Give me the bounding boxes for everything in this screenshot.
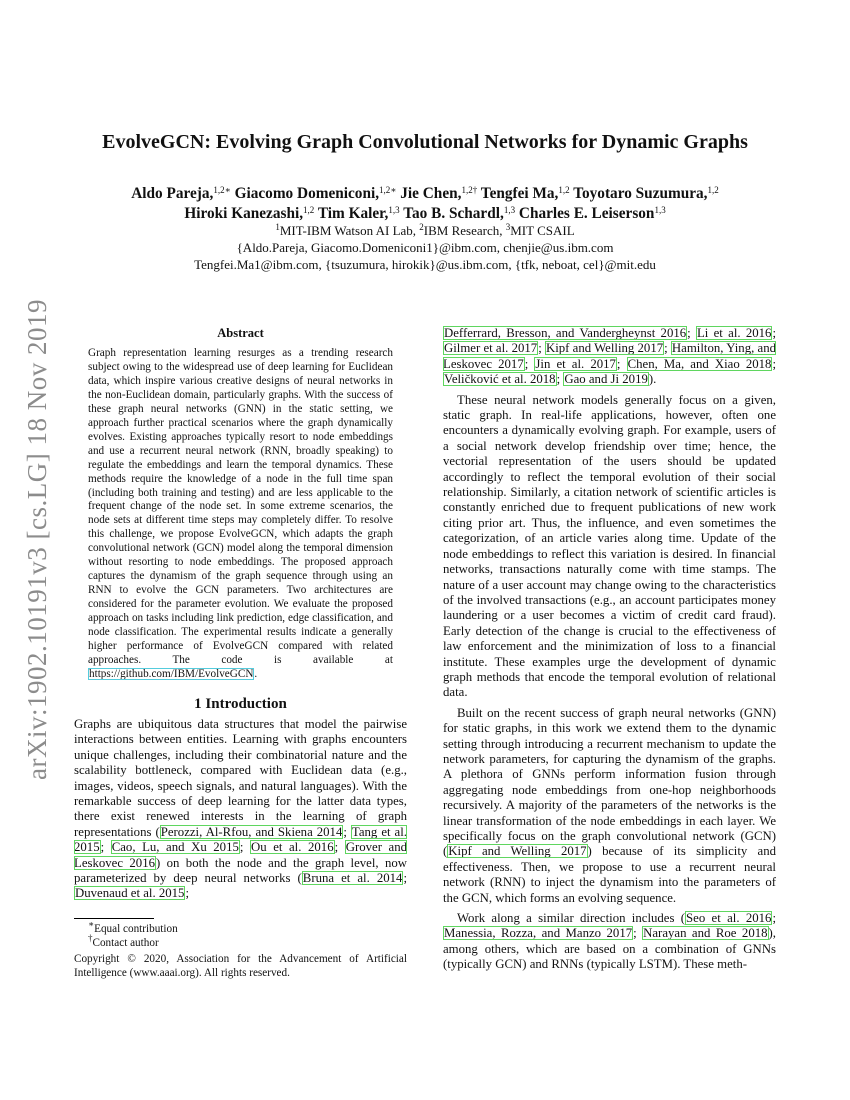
paragraph-text: ) on both the node and the graph level, now parameterized by deep neural networks ( [74,855,407,885]
email-line-1: {Aldo.Pareja, Giacomo.Domeniconi1}@ibm.com, chenjie@us.ibm.com [236,240,614,255]
citation-link[interactable]: Veličković et al. 2018 [444,372,556,387]
separator: ; [772,911,776,926]
affiliation-mark: 3 [505,222,511,232]
author-name: Aldo Pareja, [131,185,214,202]
separator: ; [556,372,564,387]
abstract-body [88,347,393,682]
footnotes [74,918,407,980]
author-affiliation-mark: 1,3 [388,205,400,215]
author-name: Jie Chen, [400,185,462,202]
code-url-link[interactable]: https://github.com/IBM/EvolveGCN [89,667,254,680]
author-name: Hiroki Kanezashi, [184,205,304,222]
footnote-mark: † [88,933,93,943]
section-heading-introduction: 1 Introduction [194,695,287,712]
separator: ; [616,356,627,371]
paragraph-text: Work along a similar direction includes ( [457,911,686,926]
citation-link[interactable]: Kipf and Welling 2017 [448,844,587,859]
abstract-end: . [254,667,258,680]
affiliation-mark: 1 [275,222,280,232]
citation-link[interactable]: Grover and Leskovec 2016 [74,840,407,870]
author-line-2 [0,204,850,224]
author-affiliation-mark: 1,3 [654,205,666,215]
citation-link[interactable]: Seo et al. 2016 [686,911,772,926]
citation-link[interactable]: Tang et al. 2015 [74,824,407,855]
author-name: Charles E. Leiserson [518,205,655,222]
citation-link[interactable]: Ou et al. 2016 [251,840,334,855]
footnote-contact-author [74,933,407,950]
author-affiliation-mark: 1,2 [707,185,719,195]
author-name: Toyotaro Suzumura, [573,185,708,202]
separator: ; [343,824,351,839]
paragraph-text: ). [648,372,657,387]
footnote-rule [74,918,154,919]
separator: ; [185,886,190,901]
intro-paragraph-1 [74,717,407,902]
abstract-text: Graph representation learning resurges as a trending research subject owing to the widespread use of deep learning for Euclidean data, which inspire various creative designs of neural networks in the non-Euclidean domain, particularly graphs. With the success of these graph neural networks (GNN) in the static setting, we approach further practical scenarios where the graph dynamically evolves. Existing approaches typically resort to node embeddings and use a recurrent neural network (RNN, broadly speaking) to regulate the embeddings and learn the temporal dynamics. These methods require the knowledge of a node in the full time span (including both training and testing) and are less applicable to the frequent change of the node set. In some extreme scenarios, the node sets at different time steps may completely differ. To resolve this challenge, we propose EvolveGCN, which adapts the graph convolutional network (GCN) model along the temporal dimension without resorting to node embeddings. The proposed approach captures the dynamism of the graph sequence through using an RNN to evolve the GCN parameters. Two architectures are considered for the parameter evolution. We evaluate the proposed approach on tasks including link prediction, edge classification, and node classification. The experimental results indicate a generally higher performance of EvolveGCN compared with related approaches. The code is available at [88,347,393,666]
citation-link[interactable]: Cao, Lu, and Xu 2015 [111,840,239,855]
intro-paragraph-3 [443,706,776,906]
paragraph-text: ), among others, which are based on a combination of GNNs (typically GCN) and RNNs (typically LSTM). These meth- [443,926,776,972]
footnote-mark: ∗ [88,919,95,929]
citation-link[interactable]: Duvenaud et al. 2015 [75,886,185,901]
citation-link[interactable]: Bruna et al. 2014 [302,870,403,885]
intro-paragraph-2: These neural network models generally focus on a given, static graph. In real-life applications, however, often one encounters a dynamically evolving graph. For example, users of a social network develop friendship over time; hence, the vectorial representation of the users should be updated accordingly to reflect the temporal evolution of their social relationship. Similarly, a citation network of scientific articles is constantly enriched due to frequent publications of new work citing prior art. Thus, the influence, and even sometimes the categorization, of an article varies along time. Update of the node embeddings to reflect this variation is desired. In financial networks, transactions naturally come with time stamps. The nature of a user account may change owing to the characteristics of the involved transactions (e.g., an account participates money laundering or a user becomes a victim of credit card fraud). Early detection of the change is crucial to the effectiveness of law enforcement and the minimization of loss to a financial institute. These examples urge the development of dynamic graph methods that encode the temporal evolution of relational data. [443,392,776,700]
arxiv-stamp: arXiv:1902.10191v3 [cs.LG] 18 Nov 2019 [22,299,52,780]
separator: ; [538,341,545,356]
author-name: Tengfei Ma, [480,185,559,202]
abstract-heading: Abstract [217,326,264,340]
separator: ; [239,840,251,855]
author-affiliation-mark: 1,2∗ [379,185,397,195]
author-list [0,184,850,224]
citation-link[interactable]: Gilmer et al. 2017 [444,341,538,356]
footnote-equal-contribution [74,919,407,936]
citation-link[interactable]: Jin et al. 2017 [535,356,616,371]
citation-link[interactable]: Manessia, Rozza, and Manzo 2017 [444,926,633,941]
citation-link[interactable]: Hamilton, Ying, and Leskovec 2017 [443,341,776,371]
affiliation-name: MIT CSAIL [510,223,575,238]
citation-link[interactable]: Gao and Ji 2019 [564,372,648,387]
citation-continuation [443,326,776,388]
affiliations [0,222,850,273]
separator: ; [772,326,777,340]
paragraph-text: Built on the recent success of graph neural networks (GNN) for static graphs, in this work we extend them to the dynamic setting through introducing a recurrent mechanism to update the network parameters, for capturing the dynamism of the graphs. A plethora of GNNs perform information fusion through aggregating node embeddings from one-hop neighborhoods recursively. A majority of the parameters of the networks is the linear transformation of the node embeddings in each layer. We specifically focus on the graph convolutional network (GCN) ( [443,705,776,859]
author-name: Giacomo Domeniconi, [234,185,380,202]
affiliation-name: IBM Research, [423,223,506,238]
citation-link[interactable]: Defferrard, Bresson, and Vandergheynst 2016 [444,326,687,340]
author-name: Tao B. Schardl, [403,205,504,222]
affiliation-mark: 2 [419,222,424,232]
author-affiliation-mark: 1,2 [303,205,315,215]
footnote-text: Equal contribution [94,923,178,935]
citation-link[interactable]: Kipf and Welling 2017 [545,341,664,356]
paper-title: EvolveGCN: Evolving Graph Convolutional Networks for Dynamic Graphs [102,131,748,153]
author-name: Tim Kaler, [317,205,389,222]
citation-link[interactable]: Li et al. 2016 [696,326,772,340]
separator: ; [100,840,111,855]
affiliation-name: MIT-IBM Watson AI Lab, [279,223,420,238]
paragraph-text: ) because of its simplicity and effectiveness. Then, we propose to use a recurrent neural network (RNN) to inject the dynamism into the parameters of the GCN, which forms an evolving sequence. [443,844,777,905]
separator: ; [403,870,408,885]
author-affiliation-mark: 1,2∗ [213,185,231,195]
separator: ; [334,840,345,855]
author-affiliation-mark: 1,2† [461,185,478,195]
author-affiliation-mark: 1,3 [503,205,516,215]
citation-link[interactable]: Chen, Ma, and Xiao 2018 [627,356,772,371]
intro-paragraph-4 [443,911,776,973]
left-column [74,326,407,902]
author-line-1 [0,184,850,204]
author-affiliation-mark: 1,2 [558,185,570,195]
separator: ; [633,926,643,941]
copyright-notice: Copyright © 2020, Association for the Advancement of Artificial Intelligence (www.aaai.org). All rights reserved. [74,953,407,979]
right-column [443,326,776,973]
citation-link[interactable]: Perozzi, Al-Rfou, and Skiena 2014 [160,824,343,839]
separator: ; [772,356,776,371]
paragraph-text: Graphs are ubiquitous data structures that model the pairwise interactions between entities. Learning with graphs encounters unique challenges, including their combinatorial nature and the scalability bottleneck, compared with Euclidean data (e.g., images, videos, speech signals, and natural languages). With the remarkable success of deep learning for the latter data types, there exist renewed interests in the learning of graph representations ( [74,716,407,839]
separator: ; [687,326,696,340]
separator: ; [524,356,535,371]
affiliation-line [0,222,850,239]
footnote-text: Contact author [92,937,159,949]
email-line-2: Tengfei.Ma1@ibm.com, {tsuzumura, hirokik}@us.ibm.com, {tfk, neboat, cel}@mit.edu [194,257,656,272]
separator: ; [664,341,671,356]
citation-link[interactable]: Narayan and Roe 2018 [643,926,768,941]
